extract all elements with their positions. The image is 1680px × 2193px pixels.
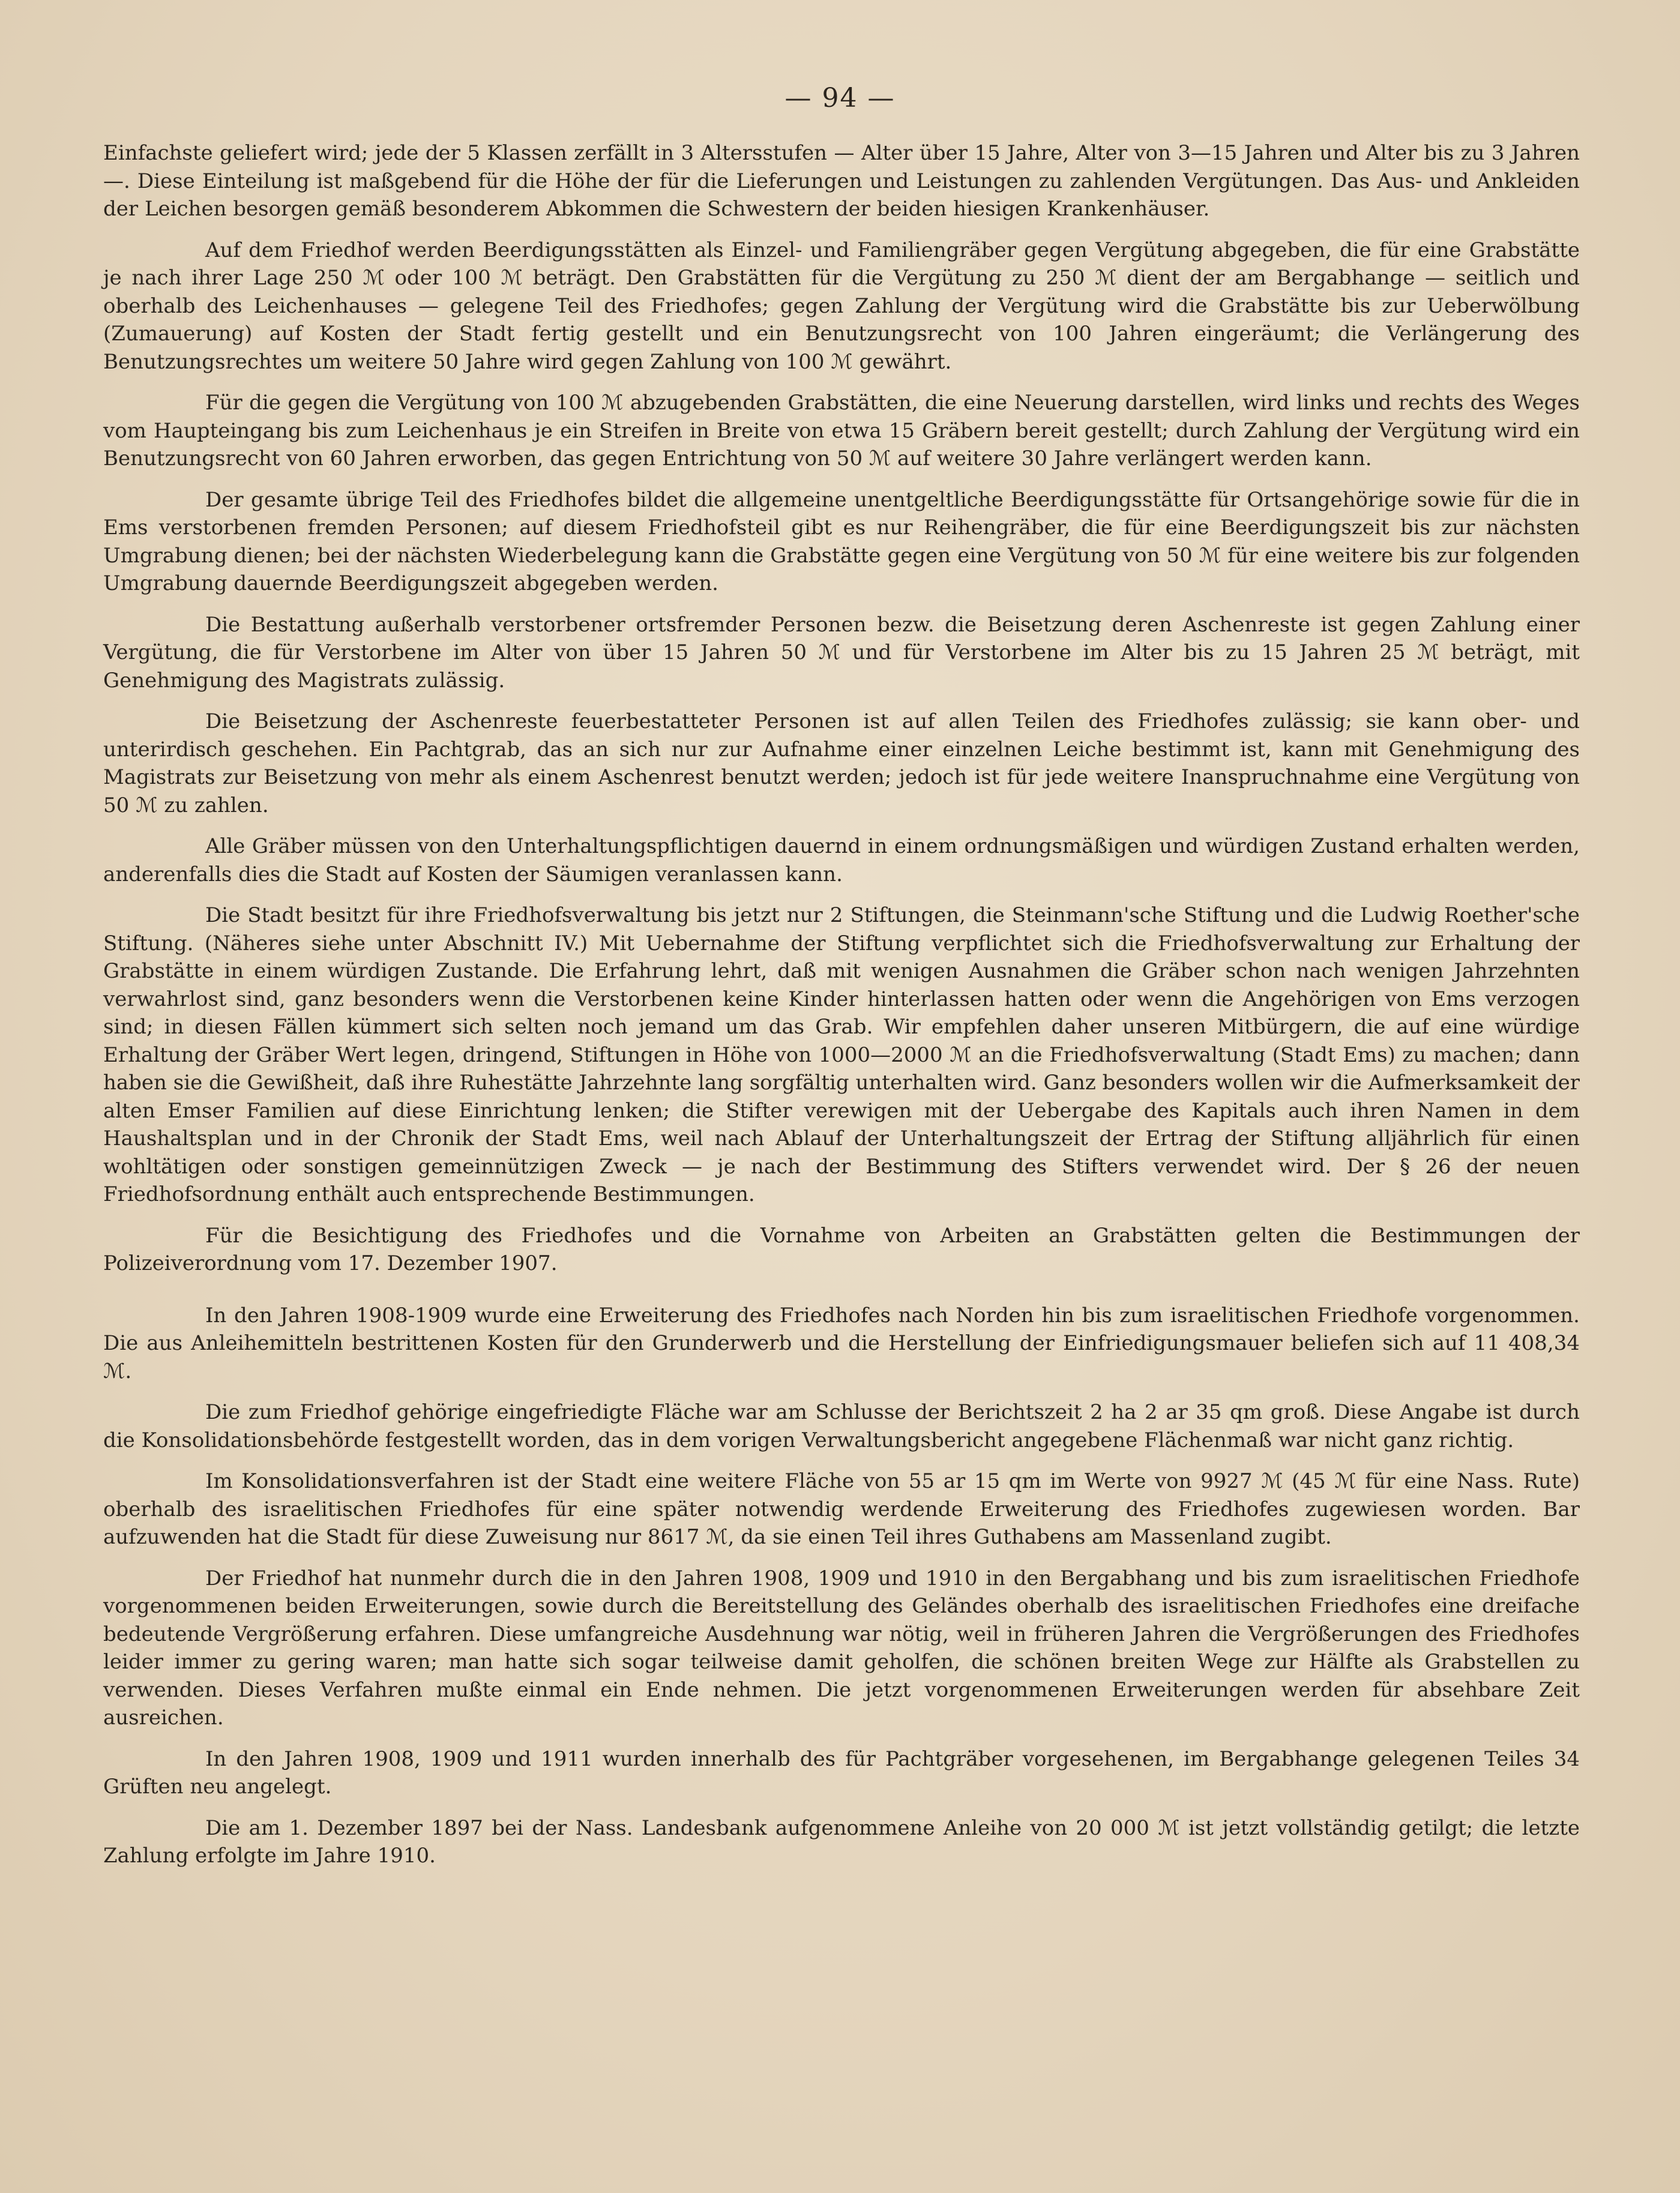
paragraph-crypts: In den Jahren 1908, 1909 und 1911 wurden innerhalb des für Pachtgräber vorgesehenen, im Bergabhange gelegenen Teiles 34 Grüften neu angelegt. xyxy=(103,1746,1580,1799)
paragraph-grave-maintenance: Alle Gräber müssen von den Unterhaltungspflichtigen dauernd in einem ordnungsmäßigen und würdigen Zustand erhalten werden, anderenfalls dies die Stadt auf Kosten der Säumigen veranlassen kann. xyxy=(103,834,1580,886)
paragraph-consolidation: Im Konsolidationsverfahren ist der Stadt eine weitere Fläche von 55 ar 15 qm im Werte von 9927 ℳ (45 ℳ für eine Nass. Rute) oberhalb des israelitischen Friedhofes für eine später notwendig werdende Erweiterung des Friedhofes zugewiesen worden. Bar aufzuwenden hat die Stadt für diese Zuweisung nur 8617 ℳ, da sie einen Teil ihres Guthabens am Massenland zugibt. xyxy=(103,1469,1580,1549)
paragraph-police-regulation: Für die Besichtigung des Friedhofes und die Vornahme von Arbeiten an Grabstätten gelten die Bestimmungen der Polizeiverordnung vom 17. Dezember 1907. xyxy=(103,1223,1580,1275)
paragraph-continuation: Einfachste geliefert wird; jede der 5 Klassen zerfällt in 3 Altersstufen — Alter über 15 Jahre, Alter von 3—15 Jahren und Alter bis zu 3 Jahren —. Diese Einteilung ist maßgebend für die Höhe der für die Lieferungen und Leistungen zu zahlenden Vergütungen. Das Aus- und Ankleiden der Leichen besorgen gemäß besonderem Abkommen die Schwestern der beiden hiesigen Krankenhäuser. xyxy=(103,141,1580,221)
paragraph-loan: Die am 1. Dezember 1897 bei der Nass. Landesbank aufgenommene Anleihe von 20 000 ℳ ist jetzt vollständig getilgt; die letzte Zahlung erfolgte im Jahre 1910. xyxy=(103,1815,1580,1868)
paragraph-non-local-burial: Die Bestattung außerhalb verstorbener ortsfremder Personen bezw. die Beisetzung deren Aschenreste ist gegen Zahlung einer Vergütung, die für Verstorbene im Alter von über 15 Jahren 50 ℳ und für Verstorbene im Alter bis zu 15 Jahren 25 ℳ beträgt, mit Genehmigung des Magistrats zulässig. xyxy=(103,612,1580,693)
paragraph-ashes: Die Beisetzung der Aschenreste feuerbestatteter Personen ist auf allen Teilen des Friedhofes zulässig; sie kann ober- und unterirdisch geschehen. Ein Pachtgrab, das an sich nur zur Aufnahme einer einzelnen Leiche bestimmt ist, kann mit Genehmigung des Magistrats zur Beisetzung von mehr als einem Aschenrest benutzt werden; jedoch ist für jede weitere Inanspruchnahme eine Vergütung von 50 ℳ zu zahlen. xyxy=(103,709,1580,817)
page-number: — 94 — xyxy=(784,83,896,113)
paragraph-expansion-1908: In den Jahren 1908-1909 wurde eine Erweiterung des Friedhofes nach Norden hin bis zum israelitischen Friedhofe vorgenommen. Die aus Anleihemitteln bestrittenen Kosten für den Grunderwerb und die Herstellung der Einfriedigungsmauer beliefen sich auf 11 408,34 ℳ. xyxy=(103,1303,1580,1383)
paragraph-foundations: Die Stadt besitzt für ihre Friedhofsverwaltung bis jetzt nur 2 Stiftungen, die Steinmann'sche Stiftung und die Ludwig Roether'sche Stiftung. (Näheres siehe unter Abschnitt IV.) Mit Uebernahme der Stiftung verpflichtet sich die Friedhofsverwaltung zur Erhaltung der Grabstätte in einem würdigen Zustande. Die Erfahrung lehrt, daß mit wenigen Ausnahmen die Gräber schon nach wenigen Jahrzehnten verwahrlost sind, ganz besonders wenn die Verstorbenen keine Kinder hinterlassen hatten oder wenn die Angehörigen von Ems verzogen sind; in diesen Fällen kümmert sich selten noch jemand um das Grab. Wir empfehlen daher unseren Mitbürgern, die auf eine würdige Erhaltung der Gräber Wert legen, dringend, Stiftungen in Höhe von 1000—2000 ℳ an die Friedhofsverwaltung (Stadt Ems) zu machen; dann haben sie die Gewißheit, daß ihre Ruhestätte Jahrzehnte lang sorgfältig unterhalten wird. Ganz besonders wollen wir die Aufmerksamkeit der alten Emser Familien auf diese Einrichtung lenken; die Stifter verewigen mit der Uebergabe des Kapitals auch ihren Namen in dem Haushaltsplan und in der Chronik der Stadt Ems, weil nach Ablauf der Unterhaltungszeit der Ertrag der Stiftung alljährlich für einen wohltätigen oder sonstigen gemeinnützigen Zweck — je nach der Bestimmung des Stifters verwendet wird. Der § 26 der neuen Friedhofsordnung enthält auch entsprechende Bestimmungen. xyxy=(103,903,1580,1206)
paragraph-100-mark-graves: Für die gegen die Vergütung von 100 ℳ abzugebenden Grabstätten, die eine Neuerung darstellen, wird links und rechts des Weges vom Haupteingang bis zum Leichenhaus je ein Streifen in Breite von etwa 15 Gräbern bereit gestellt; durch Zahlung der Vergütung wird ein Benutzungsrecht von 60 Jahren erworben, das gegen Entrichtung von 50 ℳ auf weitere 30 Jahre verlängert werden kann. xyxy=(103,391,1580,471)
paragraph-grave-sites: Auf dem Friedhof werden Beerdigungsstätten als Einzel- und Familiengräber gegen Vergütung abgegeben, die für eine Grabstätte je nach ihrer Lage 250 ℳ oder 100 ℳ beträgt. Den Grabstätten für die Vergütung zu 250 ℳ dient der am Bergabhange — seitlich und oberhalb des Leichenhauses — gelegene Teil des Friedhofes; gegen Zahlung der Vergütung wird die Grabstätte bis zur Ueberwölbung (Zumauerung) auf Kosten der Stadt fertig gestellt und ein Benutzungsrecht von 100 Jahren eingeräumt; die Verlängerung des Benutzungsrechtes um weitere 50 Jahre wird gegen Zahlung von 100 ℳ gewährt. xyxy=(103,238,1580,374)
paragraph-general-burial-site: Der gesamte übrige Teil des Friedhofes bildet die allgemeine unentgeltliche Beerdigungsstätte für Ortsangehörige sowie für die in Ems verstorbenen fremden Personen; auf diesem Friedhofsteil gibt es nur Reihengräber, die für eine Beerdigungszeit bis zur nächsten Umgrabung dienen; bei der nächsten Wiederbelegung kann die Grabstätte gegen eine Vergütung von 50 ℳ für eine weitere bis zur folgenden Umgrabung dauernde Beerdigungszeit abgegeben werden. xyxy=(103,487,1580,595)
paragraph-area: Die zum Friedhof gehörige eingefriedigte Fläche war am Schlusse der Berichtszeit 2 ha 2 ar 35 qm groß. Diese Angabe ist durch die Konsolidationsbehörde festgestellt worden, das in dem vorigen Verwaltungsbericht angegebene Flächenmaß war nicht ganz richtig. xyxy=(103,1400,1580,1452)
paragraph-enlargement: Der Friedhof hat nunmehr durch die in den Jahren 1908, 1909 und 1910 in den Bergabhang und bis zum israelitischen Friedhofe vorgenommenen beiden Erweiterungen, sowie durch die Bereitstellung des Geländes oberhalb des israelitischen Friedhofes eine dreifache bedeutende Vergrößerung erfahren. Diese umfangreiche Ausdehnung war nötig, weil in früheren Jahren die Vergrößerungen des Friedhofes leider immer zu gering waren; man hatte sich sogar teilweise damit geholfen, die schönen breiten Wege zur Hälfte als Grabstellen zu verwenden. Dieses Verfahren mußte einmal ein Ende nehmen. Die jetzt vorgenommenen Erweiterungen werden für absehbare Zeit ausreichen. xyxy=(103,1566,1580,1730)
body-text xyxy=(103,139,1580,1883)
